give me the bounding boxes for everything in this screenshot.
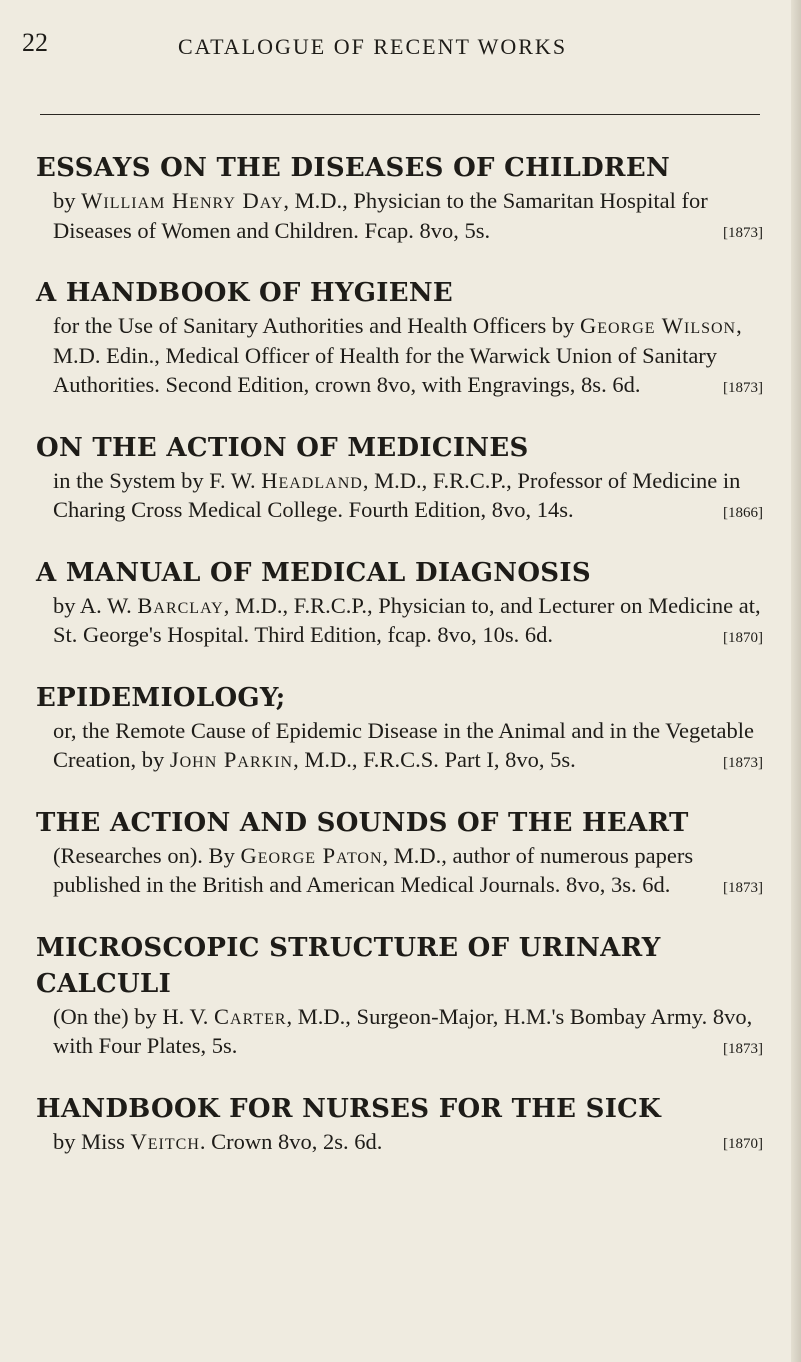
entry-author: Headland [261, 467, 363, 493]
entry-year: [1870] [723, 1136, 763, 1152]
entry-text-post: , M.D. Edin., Medical Officer of Health for the Warwick Union of Sanitary Authorities. Second Edition, crown 8vo, with Engravings, 8s. 6d. [53, 313, 742, 397]
catalogue-entry [36, 1091, 786, 1157]
entry-author: Veitch [130, 1128, 200, 1154]
entry-year: [1873] [723, 754, 763, 771]
entry-text-pre: (Researches on). By [53, 842, 241, 868]
entry-description [36, 716, 775, 775]
entry-description [36, 1127, 775, 1157]
entry-author: George Paton [240, 842, 383, 868]
entry-text-post: , M.D., F.R.C.P., Physician to, and Lecturer on Medicine at, St. George's Hospital. Third Edition, fcap. 8vo, 10s. 6d. [53, 592, 761, 647]
entry-description [36, 186, 775, 245]
entry-year: [1873] [723, 879, 763, 896]
entry-year: [1873] [723, 1040, 763, 1057]
entry-text-post: , M.D., Physician to the Samaritan Hospital for Diseases of Women and Children. Fcap. 8vo, 5s. [53, 188, 708, 243]
entry-author: William Henry Day [81, 188, 284, 213]
entry-author: John Parkin [169, 747, 294, 772]
entry-author: Carter [214, 1003, 287, 1029]
entry-text-pre: by [53, 188, 82, 213]
entry-year: [1870] [723, 629, 763, 646]
entry-title: ON THE ACTION OF MEDICINES [36, 432, 529, 463]
page-edge-shadow [791, 0, 801, 1362]
entry-description [36, 466, 775, 525]
entry-text-pre: in the System by F. W. [53, 467, 262, 493]
catalogue-entry [36, 430, 786, 525]
entry-text-pre: by Miss [53, 1128, 131, 1154]
running-title: CATALOGUE OF RECENT WORKS [178, 34, 568, 59]
page-number: 22 [22, 28, 48, 57]
catalogue-entry [36, 930, 786, 1061]
catalogue-entries [36, 150, 786, 1186]
entry-author: Barclay [137, 592, 224, 618]
entry-year: [1873] [723, 379, 763, 396]
catalogue-entry [36, 805, 786, 900]
entry-text-pre: or, the Remote Cause of Epidemic Disease in the Animal and in the Vegetable Creation, by [53, 717, 754, 772]
entry-text-pre: for the Use of Sanitary Authorities and Health Officers by [53, 313, 580, 338]
catalogue-entry [36, 555, 786, 650]
running-header [22, 28, 762, 88]
entry-year: [1866] [723, 504, 763, 521]
entry-author: George Wilson [579, 313, 737, 338]
entry-description [36, 591, 775, 650]
catalogue-entry [36, 150, 786, 245]
catalogue-entry [36, 680, 786, 775]
entry-title: EPIDEMIOLOGY; [36, 682, 286, 713]
entry-text-pre: (On the) by H. V. [53, 1003, 215, 1029]
entry-title: A MANUAL OF MEDICAL DIAGNOSIS [36, 557, 591, 588]
entry-text-post: , M.D., F.R.C.P., Professor of Medicine in Charing Cross Medical College. Fourth Edition, 8vo, 14s. [53, 467, 741, 522]
entry-text-post: , M.D., Surgeon-Major, H.M.'s Bombay Army. 8vo, with Four Plates, 5s. [53, 1003, 753, 1058]
entry-description [36, 311, 775, 400]
entry-description [36, 841, 775, 900]
entry-description [36, 1002, 775, 1061]
entry-title: A HANDBOOK OF HYGIENE [36, 278, 454, 308]
entry-title: THE ACTION AND SOUNDS OF THE HEART [36, 807, 689, 838]
entry-text-post: . Crown 8vo, 2s. 6d. [199, 1128, 383, 1154]
entry-title: ESSAYS ON THE DISEASES OF CHILDREN [36, 153, 671, 183]
entry-title: HANDBOOK FOR NURSES FOR THE SICK [36, 1093, 662, 1124]
entry-text-post: , M.D., F.R.C.S. Part I, 8vo, 5s. [293, 747, 576, 772]
entry-year: [1873] [723, 225, 763, 241]
entry-text-pre: by A. W. [53, 592, 138, 618]
catalogue-entry [36, 275, 786, 400]
entry-text-post: , M.D., author of numerous papers published in the British and American Medical Journals. 8vo, 3s. 6d. [53, 842, 694, 897]
header-rule [40, 114, 760, 115]
entry-title: MICROSCOPIC STRUCTURE OF URINARY CALCULI [36, 932, 661, 999]
